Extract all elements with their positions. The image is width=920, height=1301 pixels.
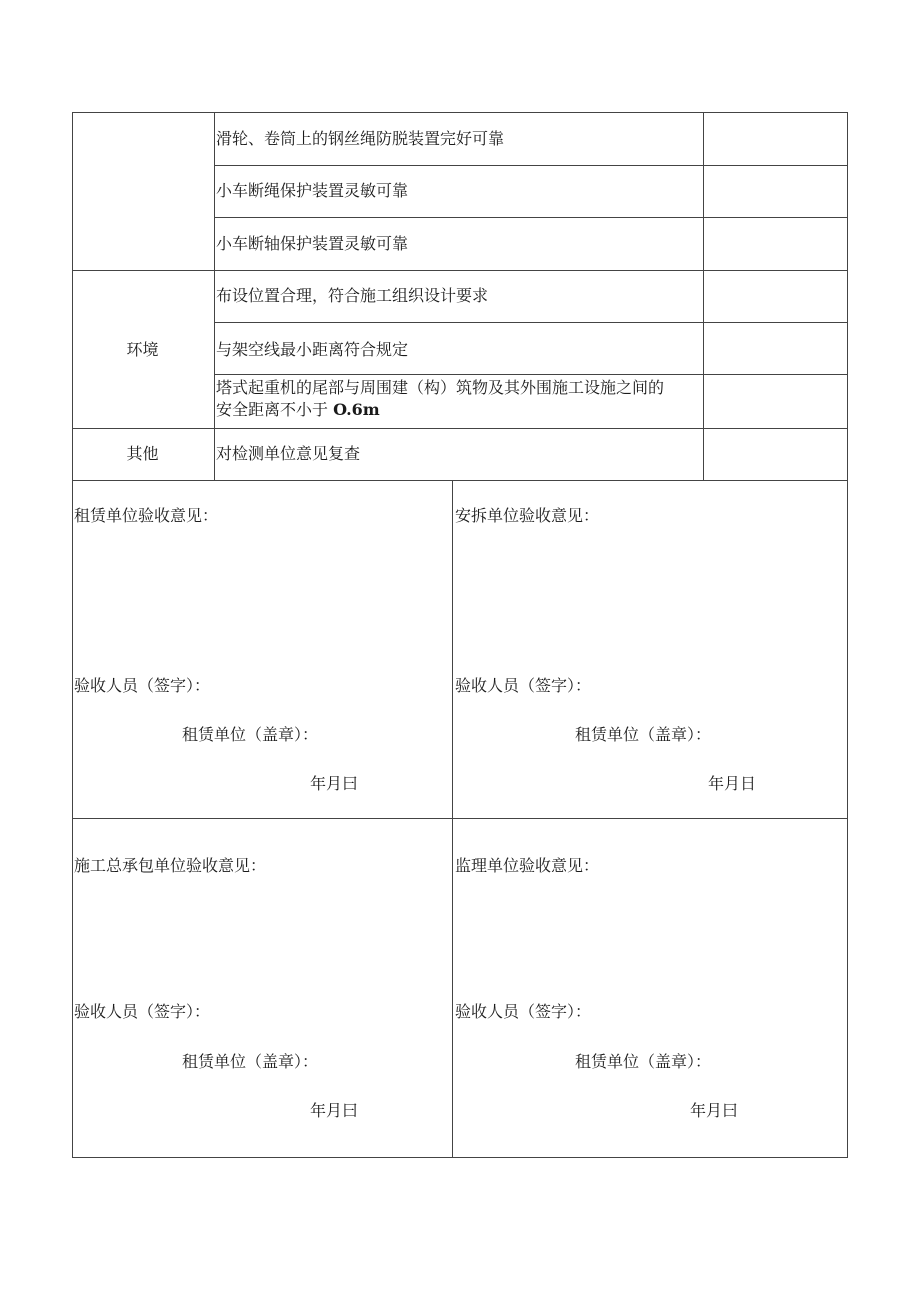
result-column-divider [703,112,704,480]
check-item: 滑轮、卷筒上的钢丝绳防脱装置完好可靠 [216,129,505,148]
group-divider [72,428,848,429]
contractor-inspector-signature: 验收人员（签字）： [74,1002,211,1021]
row-divider [214,374,848,375]
check-item: 布设位置合理，符合施工组织设计要求 [216,286,489,305]
contractor-opinion-title: 施工总承包单位验收意见： [74,856,267,875]
category-label-other: 其他 [126,444,159,463]
lessor-seal: 租赁单位（盖章）： [182,725,319,744]
lessor-inspector-signature: 验收人员（签字）： [74,676,211,695]
table-top-border [72,112,848,113]
row-divider [214,322,848,323]
check-item: 小车断轴保护装置灵敏可靠 [216,234,409,253]
form-left-border [72,112,73,1158]
supervisor-inspector-signature: 验收人员（签字）： [455,1002,592,1021]
supervisor-opinion-title: 监理单位验收意见： [455,856,600,875]
check-item: 对检测单位意见复查 [216,444,361,463]
check-item: 塔式起重机的尾部与周围建（构）筑物及其外围施工设施之间的 [216,378,665,397]
check-item-continuation-text: 安全距离不小于 [216,400,334,419]
supervisor-seal: 租赁单位（盖章）： [575,1052,712,1071]
category-label-environment: 环境 [126,340,159,359]
lessor-opinion-title: 租赁单位验收意见： [74,506,219,525]
installer-opinion-title: 安拆单位验收意见： [455,506,600,525]
form-right-border [847,112,848,1158]
supervisor-date: 年月曰 [690,1101,739,1120]
safety-distance-value: O.6m [333,400,380,419]
row-divider [214,165,848,166]
contractor-date: 年月曰 [310,1101,359,1120]
opinion-row-divider [72,818,848,819]
installer-date: 年月日 [708,774,757,793]
lessor-date: 年月曰 [310,774,359,793]
group-divider [72,270,848,271]
check-item-continuation [216,399,380,421]
check-item: 与架空线最小距离符合规定 [216,340,409,359]
installer-inspector-signature: 验收人员（签字）： [455,676,592,695]
row-divider [214,217,848,218]
table-bottom-divider [72,480,848,481]
form-bottom-border [72,1157,848,1158]
category-column-divider [214,112,215,480]
opinion-column-divider [452,480,453,1158]
contractor-seal: 租赁单位（盖章）： [182,1052,319,1071]
installer-seal: 租赁单位（盖章）： [575,725,712,744]
check-item: 小车断绳保护装置灵敏可靠 [216,181,409,200]
